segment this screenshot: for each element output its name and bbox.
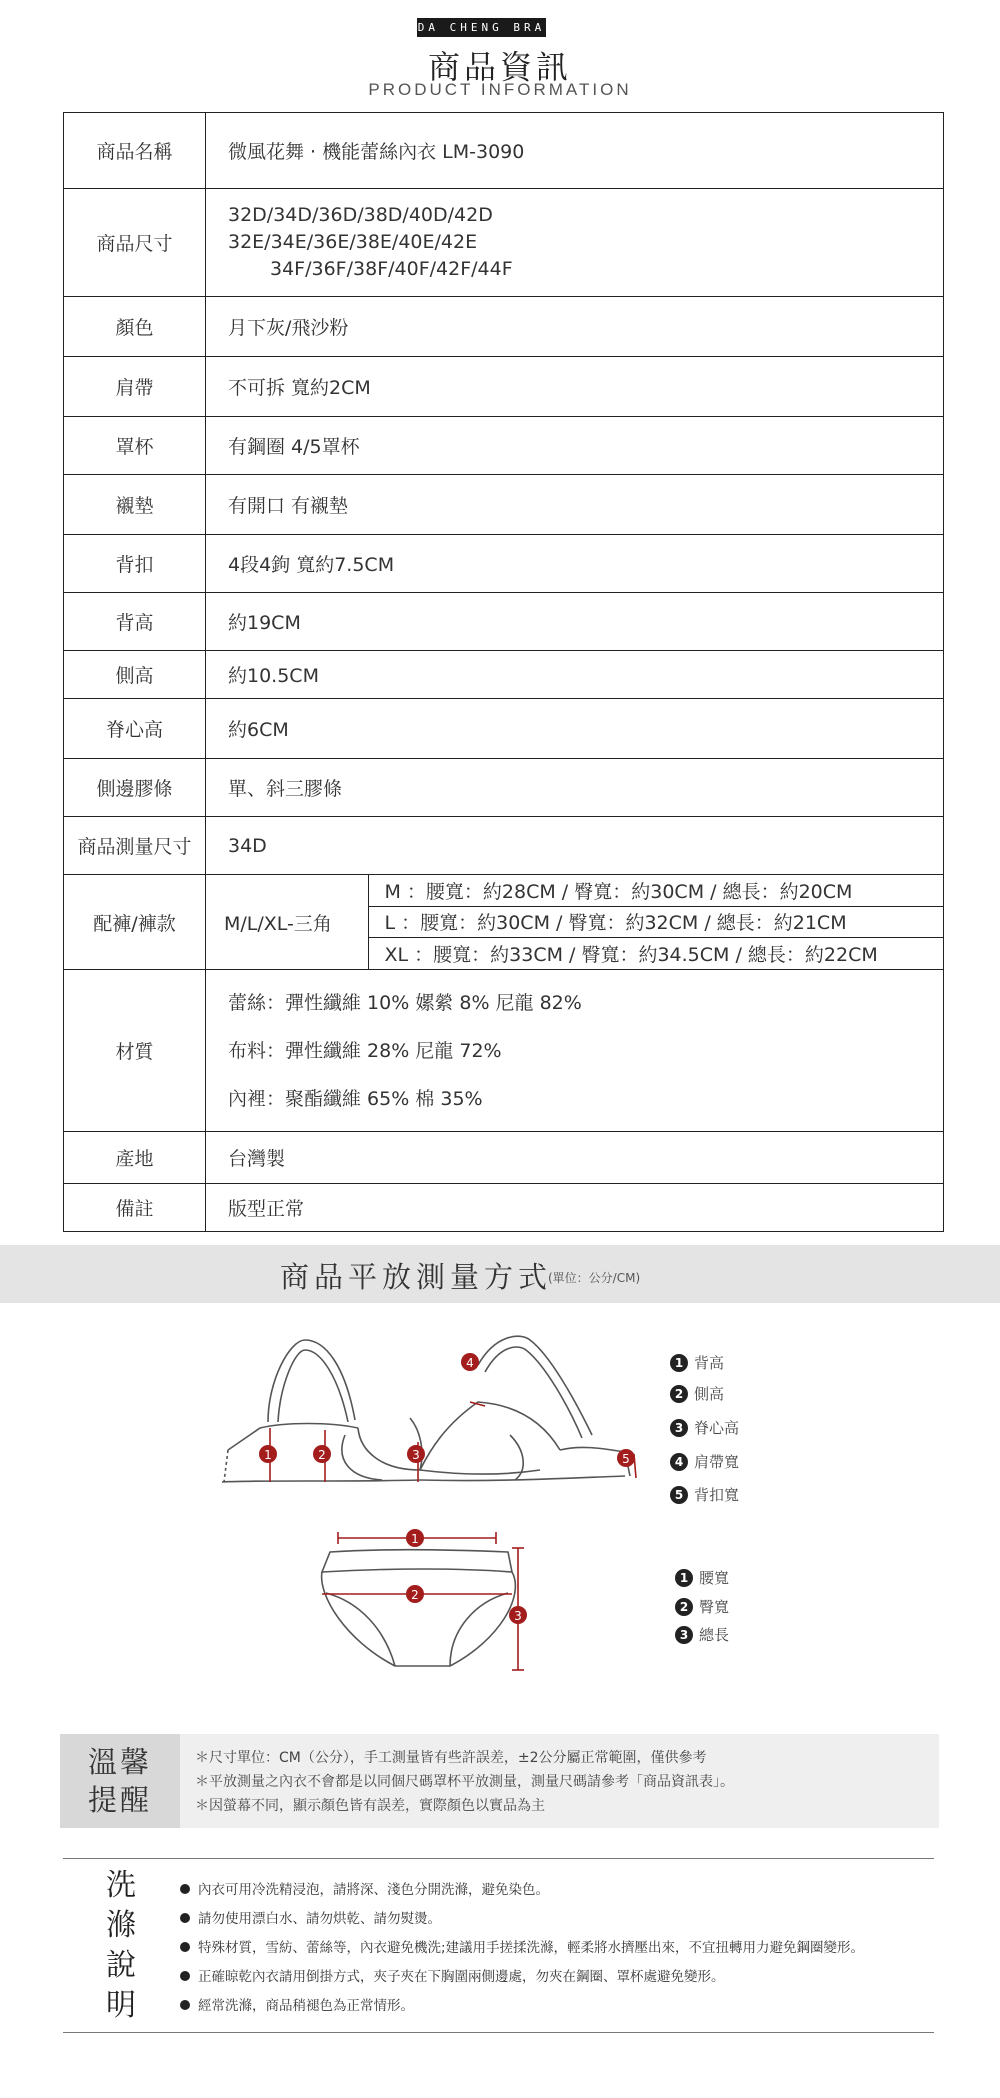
spec-row-side-height [64, 651, 944, 699]
spec-label: 材質 [64, 970, 206, 1132]
care-item-text: 請勿使用漂白水、請勿烘乾、請勿熨燙。 [198, 1911, 441, 1927]
marker-num: 3 [412, 1448, 420, 1462]
legend-num: 4 [670, 1453, 688, 1471]
spec-value: 約10.5CM [206, 651, 944, 699]
care-item [180, 1905, 864, 1934]
legend-num: 1 [675, 1569, 693, 1587]
spec-row-cup [64, 417, 944, 475]
spec-row-name [64, 113, 944, 189]
spec-value: 版型正常 [206, 1184, 944, 1232]
spec-row-strap [64, 357, 944, 417]
care-label-char: 滌 [106, 1908, 136, 1943]
marker-num: 1 [411, 1532, 419, 1546]
spec-label: 商品尺寸 [64, 189, 206, 297]
bra-outline [222, 1336, 630, 1482]
panty-size-row: M ：腰寬：約28CM / 臀寬：約30CM / 總長：約20CM [368, 875, 943, 906]
material-lining: 內裡：聚酯纖維 65% 棉 35% [228, 1087, 483, 1110]
bullet-icon [180, 1971, 190, 1981]
spec-row-panty [64, 875, 944, 970]
spec-value: 有鋼圈 4/5罩杯 [206, 417, 944, 475]
legend-gore-height [670, 1417, 739, 1438]
size-line: 34F/36F/38F/40F/42F/44F [270, 258, 513, 280]
legend-strap-width [670, 1451, 739, 1472]
spec-row-side-tape [64, 759, 944, 817]
reminder-item: ＊因螢幕不同，顯示顏色皆有誤差，實際顏色以實品為主 [195, 1798, 545, 1814]
spec-value [206, 189, 944, 297]
size-line: 32D/34D/36D/38D/40D/42D [228, 204, 493, 226]
legend-label: 側高 [694, 1385, 725, 1403]
brand-badge: DA CHENG BRA [417, 18, 546, 37]
legend-num: 1 [670, 1354, 688, 1372]
panty-size-row: XL ：腰寬：約33CM / 臀寬：約34.5CM / 總長：約22CM [384, 944, 878, 967]
care-item-text: 正確晾乾內衣請用倒掛方式，夾子夾在下胸圍兩側邊處，勿夾在鋼圈、罩杯處避免變形。 [198, 1969, 725, 1985]
marker-num: 1 [264, 1448, 272, 1462]
legend-num: 2 [675, 1598, 693, 1616]
spec-label: 肩帶 [64, 357, 206, 417]
spec-label: 側高 [64, 651, 206, 699]
bullet-icon [180, 1884, 190, 1894]
spec-row-gore-height [64, 699, 944, 759]
spec-label: 產地 [64, 1132, 206, 1184]
legend-label: 腰寬 [699, 1569, 730, 1587]
care-item-text: 經常洗滌，商品稍褪色為正常情形。 [198, 1998, 414, 2014]
spec-row-pad [64, 475, 944, 535]
spec-value: 不可拆 寬約2CM [206, 357, 944, 417]
spec-label: 背扣 [64, 535, 206, 593]
legend-hook-width [670, 1484, 739, 1505]
marker-num: 3 [514, 1609, 522, 1623]
spec-value: 單、斜三膠條 [206, 759, 944, 817]
reminder-list [195, 1746, 734, 1818]
legend-label: 肩帶寬 [694, 1453, 740, 1471]
care-label-char: 洗 [106, 1868, 136, 1903]
legend-label: 背扣寬 [694, 1486, 740, 1504]
care-label [96, 1866, 146, 2026]
spec-row-color [64, 297, 944, 357]
spec-row-back-height [64, 593, 944, 651]
product-spec-table [63, 112, 944, 1232]
spec-row-note [64, 1184, 944, 1232]
spec-value [206, 875, 944, 970]
care-item-text: 內衣可用冷洗精浸泡，請將深、淺色分開洗滌，避免染色。 [198, 1882, 549, 1898]
spec-label: 商品測量尺寸 [64, 817, 206, 875]
page-subtitle: PRODUCT INFORMATION [368, 80, 632, 99]
spec-value: 台灣製 [206, 1132, 944, 1184]
legend-length [675, 1624, 729, 1645]
spec-label: 顏色 [64, 297, 206, 357]
bullet-icon [180, 2000, 190, 2010]
spec-label: 商品名稱 [64, 113, 206, 189]
spec-label: 罩杯 [64, 417, 206, 475]
panty-size-row: L ：腰寬：約30CM / 臀寬：約32CM / 總長：約21CM [368, 906, 943, 937]
spec-label: 側邊膠條 [64, 759, 206, 817]
legend-hip [675, 1596, 729, 1617]
spec-value: 月下灰/飛沙粉 [206, 297, 944, 357]
reminder-box [60, 1734, 939, 1828]
care-divider-bottom [63, 2032, 934, 2033]
marker-num: 4 [466, 1356, 474, 1370]
spec-value [206, 970, 944, 1132]
bullet-icon [180, 1913, 190, 1923]
legend-side-height [670, 1383, 724, 1404]
spec-label: 襯墊 [64, 475, 206, 535]
care-item [180, 1992, 864, 2021]
spec-value: 有開口 有襯墊 [206, 475, 944, 535]
reminder-label [60, 1734, 180, 1828]
measurement-diagram [0, 1310, 1000, 1700]
care-list [180, 1876, 864, 2021]
marker-num: 2 [411, 1588, 419, 1602]
measurement-diagram-svg [0, 1310, 1000, 1700]
spec-label: 脊心高 [64, 699, 206, 759]
panty-outline [322, 1550, 516, 1666]
legend-label: 臀寬 [699, 1598, 730, 1616]
spec-value: 約19CM [206, 593, 944, 651]
legend-num: 3 [675, 1626, 693, 1644]
material-lace: 蕾絲：彈性纖維 10% 嫘縈 8% 尼龍 82% [228, 991, 582, 1014]
reminder-item: ＊平放測量之內衣不會都是以同個尺碼罩杯平放測量，測量尺碼請參考「商品資訊表」。 [195, 1774, 734, 1790]
measure-title: 商品平放測量方式 [280, 1260, 553, 1294]
spec-row-origin [64, 1132, 944, 1184]
spec-value: 4段4鉤 寬約7.5CM [206, 535, 944, 593]
legend-num: 2 [670, 1385, 688, 1403]
spec-row-size [64, 189, 944, 297]
spec-row-material [64, 970, 944, 1132]
care-item-text: 特殊材質，雪紡、蕾絲等，內衣避免機洗;建議用手搓揉洗滌，輕柔將水擠壓出來，不宜扭轉用力避免鋼圈變形。 [198, 1940, 865, 1956]
spec-value: 微風花舞 · 機能蕾絲內衣 LM-3090 [206, 113, 944, 189]
page-title: 商品資訊 [427, 48, 572, 86]
spec-label: 背高 [64, 593, 206, 651]
legend-label: 背高 [694, 1354, 725, 1372]
reminder-label-line: 提醒 [87, 1783, 152, 1817]
spec-value: 約6CM [206, 699, 944, 759]
size-line: 32E/34E/36E/38E/40E/42E [228, 231, 478, 253]
spec-label: 備註 [64, 1184, 206, 1232]
panty-size-table [206, 875, 943, 969]
care-item [180, 1934, 864, 1963]
legend-back-height [670, 1352, 724, 1373]
care-divider-top [63, 1858, 934, 1859]
legend-label: 總長 [699, 1626, 730, 1644]
marker-num: 2 [318, 1448, 326, 1462]
spec-row-measure-size [64, 817, 944, 875]
legend-waist [675, 1567, 729, 1588]
reminder-item: ＊尺寸單位：CM（公分），手工測量皆有些許誤差，±2公分屬正常範圍，僅供參考 [195, 1750, 707, 1766]
panty-measure-lines [322, 1532, 524, 1670]
legend-num: 3 [670, 1419, 688, 1437]
material-fabric: 布料：彈性纖維 28% 尼龍 72% [228, 1039, 502, 1062]
legend-label: 脊心高 [694, 1419, 740, 1437]
care-label-char: 說 [106, 1948, 136, 1983]
bullet-icon [180, 1942, 190, 1952]
marker-num: 5 [622, 1452, 630, 1466]
legend-num: 5 [670, 1486, 688, 1504]
care-item [180, 1876, 864, 1905]
spec-label: 配褲/褲款 [64, 875, 206, 970]
measure-unit: (單位：公分/CM) [548, 1271, 641, 1285]
care-item [180, 1963, 864, 1992]
spec-value: 34D [206, 817, 944, 875]
care-label-char: 明 [106, 1988, 136, 2023]
reminder-label-line: 溫馨 [87, 1745, 152, 1779]
panty-type: M/L/XL-三角 [206, 875, 368, 969]
spec-row-hook [64, 535, 944, 593]
